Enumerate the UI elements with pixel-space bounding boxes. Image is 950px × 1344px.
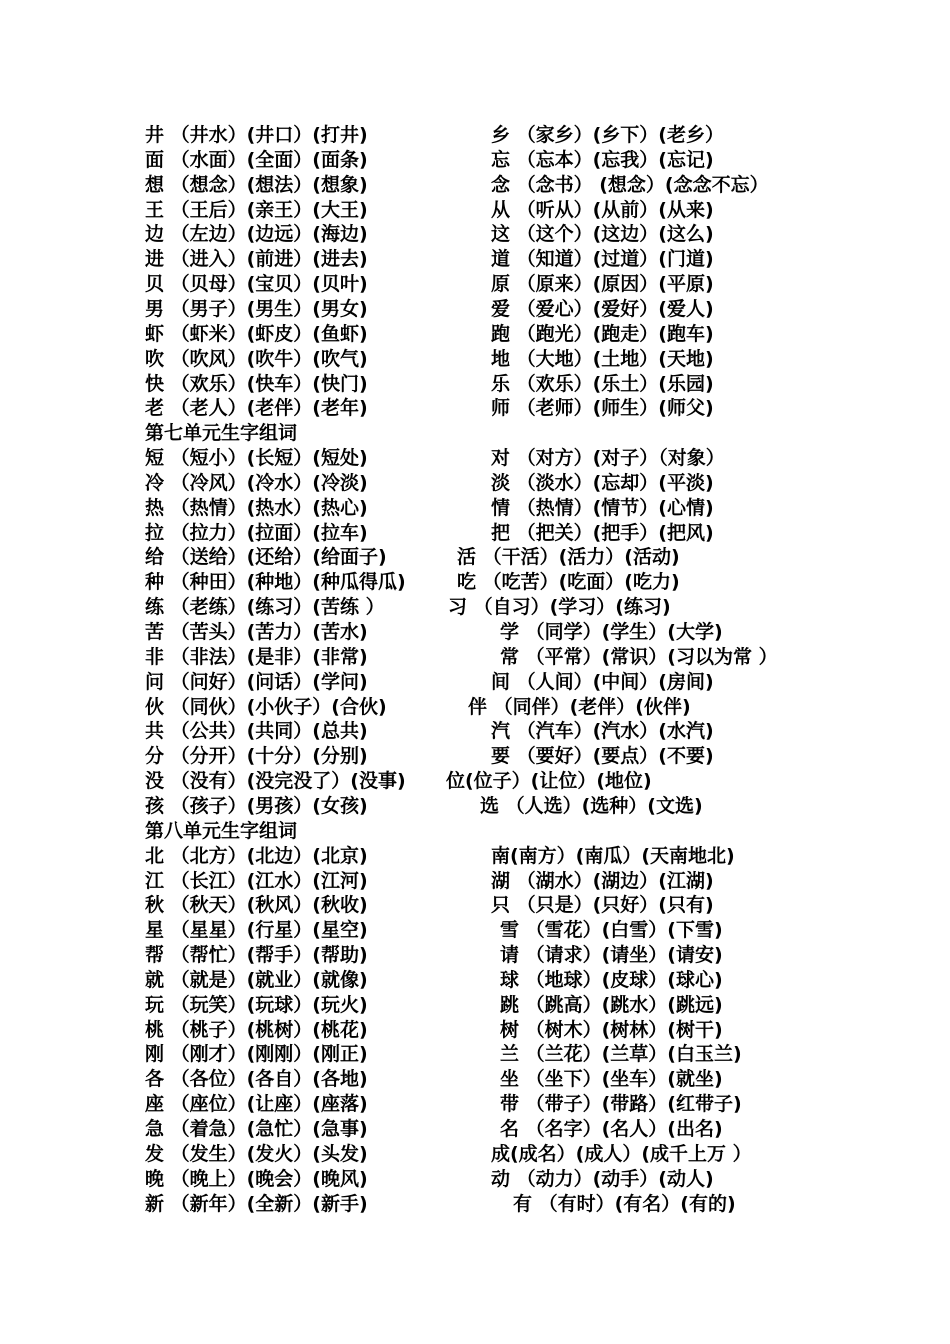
word-list-row [0,1067,950,1092]
word-list-row [0,1092,950,1117]
left-entry: 男 （男子）(男生）(男女) [145,297,368,320]
left-entry: 想 （想念）(想法）(想象) [145,173,368,196]
left-entry: 面 （水面）(全面）(面条) [145,148,368,171]
word-list-row [0,496,950,521]
word-list-row [0,943,950,968]
left-entry: 江 （长江）(江水）(江河) [145,869,368,892]
word-list-row [0,148,950,173]
left-entry: 边 （左边）(边远）(海边) [145,223,368,246]
word-list-row [0,769,950,794]
left-entry: 快 （欢乐）(快车）(快门) [145,372,368,395]
word-list-row [0,198,950,223]
right-entry: 淡 （淡水）(忘却）(平淡) [491,471,714,494]
left-entry: 北 （北方）(北边）(北京) [145,844,368,867]
word-list-row [0,893,950,918]
left-entry: 新 （新年）(全新）(新手) [145,1192,368,1215]
right-entry: 跳 （跳高）(跳水）(跳远) [500,993,723,1016]
word-list-row [0,695,950,720]
left-entry: 发 （发生）(发火）(头发) [145,1142,368,1165]
right-entry: 情 （热情）(情节）(心情) [491,496,714,519]
word-list-row [0,396,950,421]
right-entry: 地 （大地）(土地）(天地) [491,347,714,370]
left-entry: 桃 （桃子）(桃树）(桃花) [145,1018,368,1041]
right-entry: 师 （老师）(师生）(师父) [491,397,714,420]
word-list-row [0,247,950,272]
section-heading: 第七单元生字组词 [145,422,298,445]
left-entry: 冷 （冷风）(冷水）(冷淡) [145,471,368,494]
word-list-row [0,1042,950,1067]
word-list-row [0,794,950,819]
left-entry: 分 （分开）(十分）(分别) [145,745,368,768]
word-list-row [0,347,950,372]
section-heading-row [0,819,950,844]
right-entry: 请 （请求）(请坐）(请安) [500,944,723,967]
right-entry: 汽 （汽车）(汽水）(水汽) [491,720,714,743]
right-entry: 活 （干活）(活力）(活动) [457,546,680,569]
word-list-row [0,272,950,297]
word-list-row [0,570,950,595]
word-list-row [0,446,950,471]
right-entry: 动 （动力）(动手）(动人) [491,1167,714,1190]
right-entry: 伴 （同伴）(老伴）(伙伴) [468,695,691,718]
right-entry: 南(南方）(南瓜）(天南地北) [491,844,735,867]
right-entry: 树 （树木）(树林）(树干) [500,1018,723,1041]
word-list-row [0,1117,950,1142]
right-entry: 对 （对方）(对子）（对象） [491,447,725,470]
left-entry: 伙 （同伙）(小伙子）(合伙) [145,695,387,718]
left-entry: 晚 （晚上）(晚会）(晚风) [145,1167,368,1190]
right-entry: 雪 （雪花）(白雪）(下雪) [500,919,723,942]
left-entry: 苦 （苦头）(苦力）(苦水) [145,621,368,643]
word-list-row [0,222,950,247]
word-list-row [0,670,950,695]
section-heading: 第八单元生字组词 [145,819,298,842]
left-entry: 老 （老人）(老伴）(老年) [145,397,368,420]
right-entry: 把 （把关）(把手）(把风) [491,521,714,544]
left-entry: 王 （王后）(亲王）(大王) [145,198,368,221]
right-entry: 从 （听从）(从前）(从来) [491,198,714,221]
section-heading-row [0,421,950,446]
right-entry: 念 （念书） (想念）(念念不忘） [491,173,769,196]
left-entry: 就 （就是）(就业）(就像) [145,968,368,991]
left-entry: 问 （问好）(问话）(学问) [145,670,368,693]
right-entry: 兰 （兰花）(兰草）(白玉兰) [500,1043,742,1066]
right-entry: 名 （名字）(名人）(出名) [500,1118,723,1140]
left-entry: 虾 （虾米）(虾皮）(鱼虾) [145,322,368,345]
left-entry: 帮 （帮忙）(帮手）(帮助) [145,944,368,967]
word-list-row [0,620,950,645]
right-entry: 只 （只是）(只好）(只有) [491,894,714,917]
left-entry: 进 （进入）(前进）(进去) [145,248,368,271]
left-entry: 吹 （吹风）(吹牛）(吹气) [145,347,368,370]
left-entry: 秋 （秋天）(秋风）(秋收) [145,894,368,917]
word-list-row [0,545,950,570]
word-list-row [0,173,950,198]
word-list-row [0,993,950,1018]
left-entry: 拉 （拉力）(拉面）(拉车) [145,521,368,544]
left-entry: 非 （非法）(是非）(非常) [145,645,368,668]
right-entry: 有 （有时）(有名）(有的) [513,1192,736,1215]
left-entry: 练 （老练）(练习）(苦练 ） [145,596,385,619]
right-entry: 常 （平常）(常识）(习以为常 ） [500,645,778,668]
right-entry: 忘 （忘本）(忘我）(忘记) [491,148,714,171]
right-entry: 这 （这个）(这边）(这么) [491,223,714,246]
word-list-row [0,645,950,670]
word-list-row [0,1018,950,1043]
left-entry: 玩 （玩笑）(玩球）(玩火) [145,993,368,1016]
left-entry: 急 （着急）(急忙）(急事) [145,1118,368,1140]
left-entry: 种 （种田）(种地）(种瓜得瓜) [145,571,406,594]
left-entry: 给 （送给）(还给）(给面子) [145,546,387,569]
right-entry: 吃 （吃苦）(吃面）(吃力) [457,571,680,594]
word-list-row [0,595,950,620]
word-list-row [0,1167,950,1192]
word-list-row [0,297,950,322]
right-entry: 球 （地球）(皮球）(球心) [500,968,723,991]
word-list-row [0,968,950,993]
left-entry: 星 （星星）(行星）(星空) [145,919,368,942]
left-entry: 没 （没有）(没完没了）(没事) [145,770,406,793]
left-entry: 热 （热情）(热水）(热心) [145,496,368,519]
word-list-row [0,372,950,397]
word-list-row [0,123,950,148]
word-list-row [0,322,950,347]
word-list-row [0,1142,950,1167]
right-entry: 位(位子）(让位）(地位) [446,770,652,793]
right-entry: 间 （人间）(中间）(房间) [491,670,714,693]
word-list-row [0,844,950,869]
word-list-row [0,869,950,894]
right-entry: 成(成名）(成人）(成千上万 ） [491,1142,752,1165]
word-list-row [0,719,950,744]
left-entry: 共 （公共）(共同）(总共) [145,720,368,743]
right-entry: 乡 （家乡）(乡下）(老乡） [491,124,724,146]
right-entry: 习 （自习）(学习）(练习) [448,596,671,619]
right-entry: 原 （原来）(原因）(平原) [491,273,714,296]
left-entry: 座 （座位）(让座）(座落) [145,1093,368,1116]
right-entry: 选 （人选）(选种）(文选) [480,794,703,817]
right-entry: 爱 （爱心）(爱好）(爱人) [491,297,714,320]
right-entry: 坐 （坐下）(坐车）(就坐) [500,1068,723,1091]
word-list-row [0,744,950,769]
right-entry: 带 （带子）(带路）(红带子) [500,1093,742,1116]
word-list-row [0,471,950,496]
right-entry: 道 （知道）(过道）(门道) [491,248,714,271]
left-entry: 孩 （孩子）(男孩）(女孩) [145,794,368,817]
right-entry: 学 （同学）(学生）(大学) [500,621,723,643]
word-list-row [0,918,950,943]
right-entry: 跑 （跑光）(跑走）(跑车) [491,322,714,345]
left-entry: 短 （短小）(长短）(短处) [145,447,368,470]
left-entry: 贝 （贝母）(宝贝）(贝叶) [145,273,368,296]
right-entry: 湖 （湖水）(湖边）(江湖) [491,869,714,892]
left-entry: 刚 （刚才）(刚刚）(刚正) [145,1043,368,1066]
left-entry: 井 （井水）(井口）(打井) [145,124,368,146]
word-list-row [0,521,950,546]
right-entry: 要 （要好）(要点）(不要) [491,745,714,768]
word-list-row [0,1192,950,1217]
right-entry: 乐 （欢乐）(乐土）(乐园) [491,372,714,395]
left-entry: 各 （各位）(各自）(各地) [145,1068,368,1091]
